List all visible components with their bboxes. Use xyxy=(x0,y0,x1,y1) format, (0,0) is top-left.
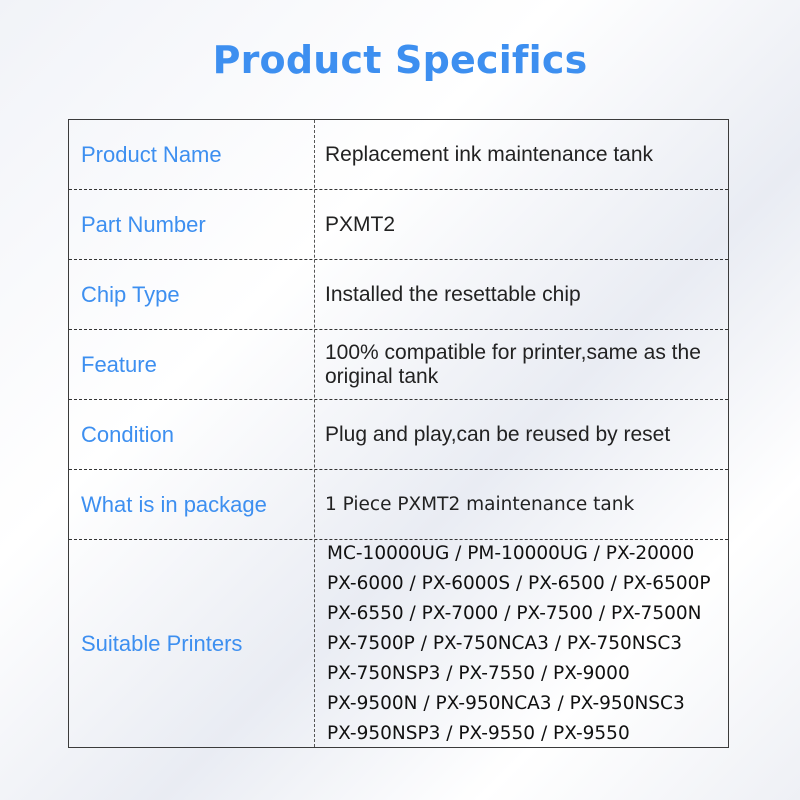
row-value: Replacement ink maintenance tank xyxy=(325,142,654,166)
spec-row-condition xyxy=(69,400,728,470)
row-label: What is in package xyxy=(81,491,267,517)
row-label: Feature xyxy=(81,351,157,377)
printer-line: PX-9500N / PX-950NCA3 / PX-950NSC3 xyxy=(327,692,685,714)
spec-row-part-number xyxy=(69,190,728,260)
row-label: Condition xyxy=(81,421,174,447)
spec-row-feature xyxy=(69,330,728,400)
row-value: Plug and play,can be reused by reset xyxy=(325,422,671,446)
row-value: Installed the resettable chip xyxy=(325,282,581,306)
printer-line: PX-6000 / PX-6000S / PX-6500 / PX-6500P xyxy=(327,572,711,594)
spec-row-package xyxy=(69,470,728,540)
row-label: Product Name xyxy=(81,141,222,167)
spec-row-chip-type xyxy=(69,260,728,330)
spec-row-product-name xyxy=(69,120,728,190)
spec-row-suitable-printers xyxy=(69,540,728,747)
row-value: PXMT2 xyxy=(325,212,396,236)
row-value: 1 Piece PXMT2 maintenance tank xyxy=(325,493,635,515)
row-label: Suitable Printers xyxy=(81,630,243,656)
page-title: Product Specifics xyxy=(212,38,588,82)
row-value: 100% compatible for printer,same as the original tank xyxy=(325,340,701,388)
printer-line: PX-950NSP3 / PX-9550 / PX-9550 xyxy=(327,722,630,744)
printer-list xyxy=(327,540,724,747)
row-label: Chip Type xyxy=(81,281,180,307)
printer-line: PX-6550 / PX-7000 / PX-7500 / PX-7500N xyxy=(327,602,702,624)
row-label: Part Number xyxy=(81,211,206,237)
printer-line: MC-10000UG / PM-10000UG / PX-20000 xyxy=(327,542,695,564)
spec-table xyxy=(68,119,729,748)
printer-line: PX-750NSP3 / PX-7550 / PX-9000 xyxy=(327,662,630,684)
printer-line: PX-7500P / PX-750NCA3 / PX-750NSC3 xyxy=(327,632,683,654)
